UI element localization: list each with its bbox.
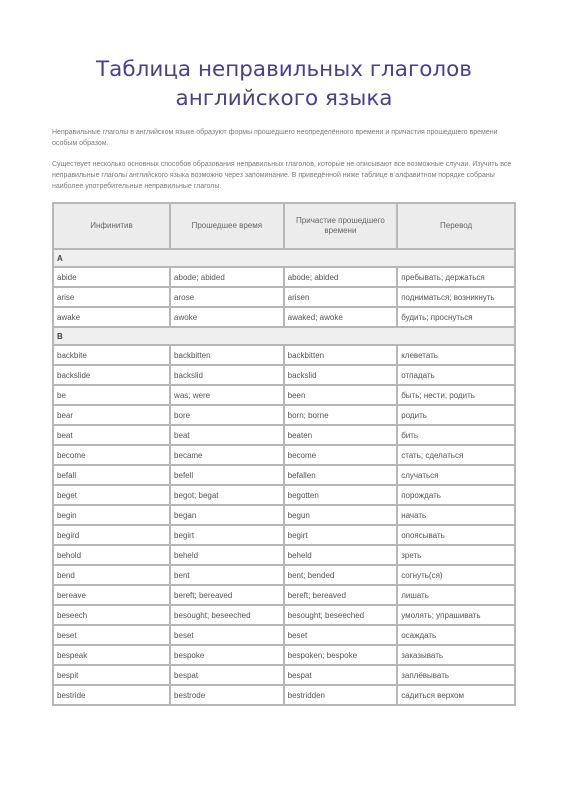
cell-past-simple: bespat	[170, 665, 284, 685]
cell-infinitive: be	[53, 385, 170, 405]
cell-translation: заказывать	[397, 645, 515, 665]
cell-past-participle: besought; beseeched	[284, 605, 398, 625]
cell-translation: зреть	[397, 545, 515, 565]
table-row	[53, 685, 515, 705]
table-row	[53, 307, 515, 327]
header-translation: Перевод	[397, 203, 515, 249]
cell-past-simple: arose	[170, 287, 284, 307]
cell-translation: лишать	[397, 585, 515, 605]
table-header-row	[53, 203, 515, 249]
cell-infinitive: abide	[53, 267, 170, 287]
cell-infinitive: beseech	[53, 605, 170, 625]
table-row	[53, 645, 515, 665]
table-body	[53, 249, 515, 705]
cell-past-participle: beaten	[284, 425, 398, 445]
table-row	[53, 287, 515, 307]
cell-infinitive: begird	[53, 525, 170, 545]
cell-past-simple: bespoke	[170, 645, 284, 665]
cell-infinitive: bestride	[53, 685, 170, 705]
table-row	[53, 445, 515, 465]
cell-past-participle: begun	[284, 505, 398, 525]
cell-past-simple: begirt	[170, 525, 284, 545]
cell-past-participle: backslid	[284, 365, 398, 385]
header-past-simple: Прошедшее время	[170, 203, 284, 249]
cell-infinitive: backslide	[53, 365, 170, 385]
cell-past-participle: beset	[284, 625, 398, 645]
table-row	[53, 405, 515, 425]
table-row	[53, 545, 515, 565]
cell-infinitive: beset	[53, 625, 170, 645]
cell-past-participle: become	[284, 445, 398, 465]
cell-translation: пребывать; держаться	[397, 267, 515, 287]
header-past-participle: Причастие прошедшего времени	[284, 203, 398, 249]
table-row	[53, 385, 515, 405]
cell-translation: умолять; упрашивать	[397, 605, 515, 625]
irregular-verbs-table	[52, 202, 516, 706]
cell-infinitive: bear	[53, 405, 170, 425]
cell-translation: подниматься; возникнуть	[397, 287, 515, 307]
table-row	[53, 365, 515, 385]
cell-infinitive: backbite	[53, 345, 170, 365]
cell-past-simple: abode; abided	[170, 267, 284, 287]
cell-past-participle: awaked; awoke	[284, 307, 398, 327]
table-row	[53, 625, 515, 645]
cell-past-simple: bestrode	[170, 685, 284, 705]
table-row	[53, 585, 515, 605]
cell-infinitive: befall	[53, 465, 170, 485]
intro-paragraph-2: Существует несколько основных способов образования неправильных глаголов, которые не описывают все возможные случаи. Изучить все неправильные глаголы английского языка возможно через запоминание. В приведённой ниже таблице в алфавитном порядке собраны наиболее употребительные неправильные глаголы.	[52, 161, 512, 190]
cell-past-participle: abode; abided	[284, 267, 398, 287]
cell-past-participle: bespat	[284, 665, 398, 685]
cell-past-participle: backbitten	[284, 345, 398, 365]
cell-past-participle: arisen	[284, 287, 398, 307]
table-row	[53, 565, 515, 585]
cell-past-simple: bore	[170, 405, 284, 425]
letter-group-label: A	[53, 249, 515, 267]
cell-translation: быть; нести; родить	[397, 385, 515, 405]
intro-paragraph-1: Неправильные глаголы в английском языке образуют формы прошедшего неопределённого времени и причастия прошедшего времени особым образом.	[52, 129, 498, 147]
table-row	[53, 425, 515, 445]
cell-past-simple: backslid	[170, 365, 284, 385]
cell-infinitive: bespeak	[53, 645, 170, 665]
cell-infinitive: arise	[53, 287, 170, 307]
title-line-1: Таблица неправильных глаголов	[96, 57, 472, 82]
table-row	[53, 665, 515, 685]
table-row	[53, 267, 515, 287]
cell-translation: родить	[397, 405, 515, 425]
cell-translation: стать; сделаться	[397, 445, 515, 465]
letter-group-row	[53, 249, 515, 267]
cell-past-participle: beheld	[284, 545, 398, 565]
cell-past-participle: born; borne	[284, 405, 398, 425]
cell-past-simple: awoke	[170, 307, 284, 327]
cell-infinitive: bereave	[53, 585, 170, 605]
title-line-2: английского языка	[175, 86, 393, 111]
cell-translation: опоясывать	[397, 525, 515, 545]
cell-infinitive: awake	[53, 307, 170, 327]
cell-translation: осаждать	[397, 625, 515, 645]
cell-translation: отпадать	[397, 365, 515, 385]
cell-translation: порождать	[397, 485, 515, 505]
cell-translation: заплёвывать	[397, 665, 515, 685]
cell-translation: садиться верхом	[397, 685, 515, 705]
cell-translation: случаться	[397, 465, 515, 485]
cell-translation: будить; проснуться	[397, 307, 515, 327]
cell-past-simple: befell	[170, 465, 284, 485]
cell-past-simple: bent	[170, 565, 284, 585]
cell-past-participle: been	[284, 385, 398, 405]
cell-past-participle: begotten	[284, 485, 398, 505]
cell-past-simple: was; were	[170, 385, 284, 405]
cell-past-simple: besought; beseeched	[170, 605, 284, 625]
cell-infinitive: beat	[53, 425, 170, 445]
table-row	[53, 345, 515, 365]
cell-translation: клеветать	[397, 345, 515, 365]
cell-past-simple: bereft; bereaved	[170, 585, 284, 605]
cell-past-simple: beat	[170, 425, 284, 445]
table-row	[53, 505, 515, 525]
cell-past-participle: bestridden	[284, 685, 398, 705]
cell-past-simple: begot; begat	[170, 485, 284, 505]
table-row	[53, 525, 515, 545]
cell-infinitive: beget	[53, 485, 170, 505]
letter-group-label: B	[53, 327, 515, 345]
cell-infinitive: become	[53, 445, 170, 465]
header-infinitive: Инфинитив	[53, 203, 170, 249]
table-row	[53, 465, 515, 485]
table-row	[53, 605, 515, 625]
cell-past-simple: beheld	[170, 545, 284, 565]
cell-past-simple: beset	[170, 625, 284, 645]
cell-past-simple: backbitten	[170, 345, 284, 365]
letter-group-row	[53, 327, 515, 345]
page-title	[52, 55, 516, 113]
cell-past-simple: began	[170, 505, 284, 525]
cell-infinitive: begin	[53, 505, 170, 525]
cell-past-participle: bent; bended	[284, 565, 398, 585]
cell-past-simple: became	[170, 445, 284, 465]
table-row	[53, 485, 515, 505]
cell-past-participle: bereft; bereaved	[284, 585, 398, 605]
cell-translation: бить	[397, 425, 515, 445]
cell-infinitive: behold	[53, 545, 170, 565]
cell-past-participle: befallen	[284, 465, 398, 485]
cell-translation: согнуть(ся)	[397, 565, 515, 585]
cell-infinitive: bespit	[53, 665, 170, 685]
cell-past-participle: bespoken; bespoke	[284, 645, 398, 665]
cell-past-participle: begirt	[284, 525, 398, 545]
cell-infinitive: bend	[53, 565, 170, 585]
cell-translation: начать	[397, 505, 515, 525]
